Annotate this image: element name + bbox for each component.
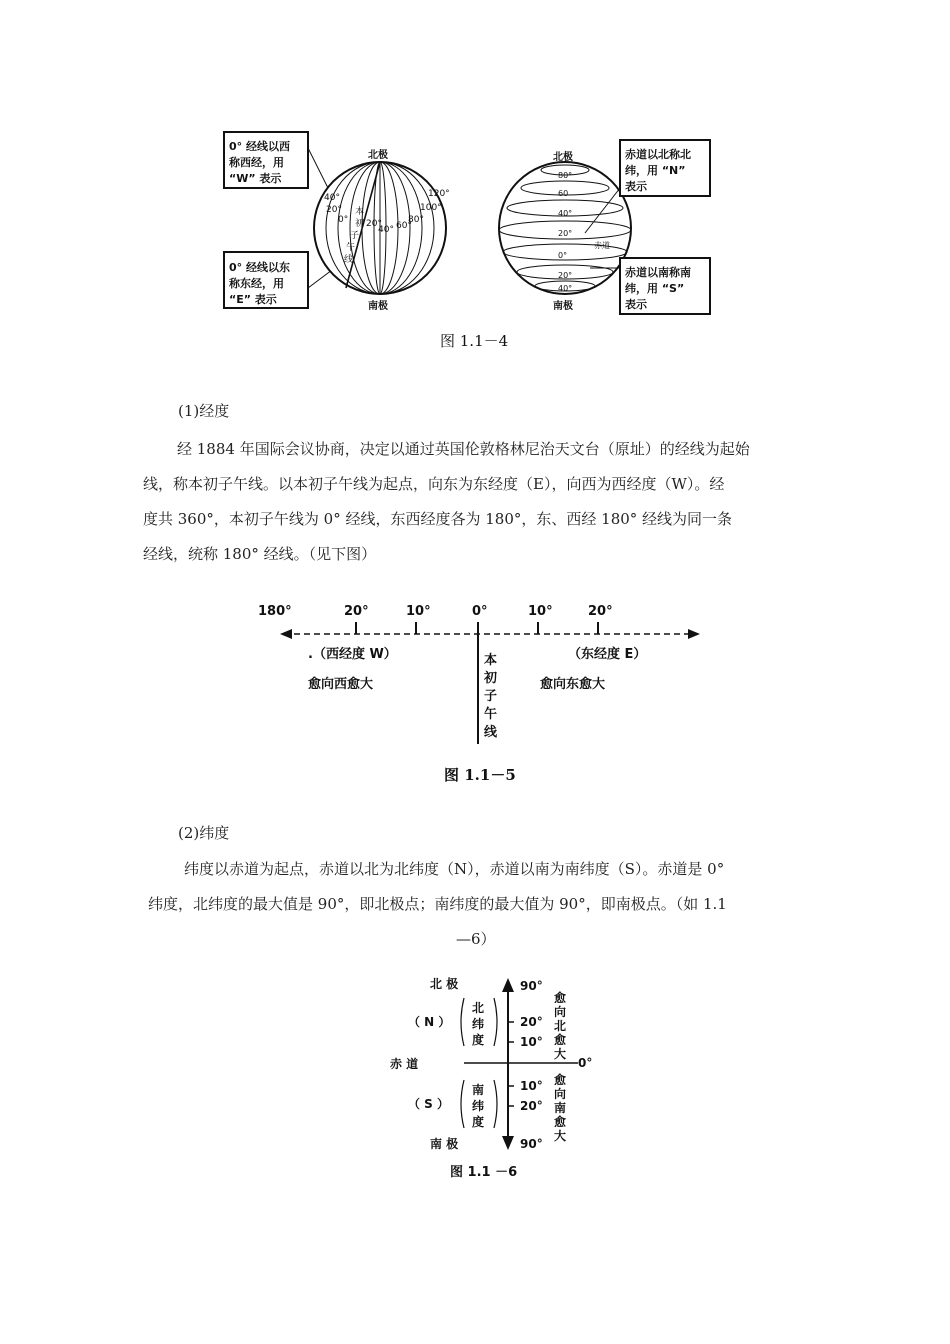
- callout-east-line1: 0° 经线以东: [229, 261, 290, 274]
- latitude-line-1: 纬度以赤道为起点，赤道以北为北纬度（N），赤道以南为南纬度（S）。赤道是 0°: [184, 860, 725, 878]
- tick-zero: 0°: [578, 1056, 593, 1070]
- east-label-60: 60°: [396, 221, 412, 231]
- longitude-line-1: 经 1884 年国际会议协商，决定以通过英国伦敦格林尼治天文台（原址）的经线为起始: [177, 440, 750, 458]
- prime-vert-4: 午: [484, 707, 498, 722]
- tick-bottom-90: 90°: [520, 1137, 543, 1151]
- north-lat-char-1: 北: [472, 1001, 485, 1015]
- east-label-120: 120°: [428, 189, 450, 199]
- n-label: （ N ）: [408, 1015, 451, 1029]
- west-label-0: 0°: [338, 215, 349, 225]
- tick-bottom-20: 20°: [520, 1099, 543, 1113]
- callout-south-line1: 赤道以南称南: [625, 266, 691, 279]
- globe-right-south-pole: 南极: [553, 301, 573, 312]
- south-desc-3: 南: [554, 1101, 567, 1115]
- south-lat-char-1: 南: [472, 1083, 485, 1097]
- figure3-caption: 图 1.1 －6: [450, 1165, 518, 1180]
- s-label: （ S ）: [408, 1097, 449, 1111]
- section-longitude-body: [143, 432, 813, 572]
- callout-north-line2: 纬，用 “N”: [625, 164, 686, 177]
- south-lat-char-2: 纬: [472, 1099, 485, 1113]
- longitude-line-4: 经线，统称 180° 经线。（见下图）: [143, 545, 377, 563]
- figure-globes: [220, 118, 740, 358]
- tick-west-20: 20°: [344, 604, 369, 619]
- east-label-80: 80°: [408, 215, 424, 225]
- equator-label-3: 赤 道: [390, 1057, 419, 1071]
- north-lat-char-3: 度: [472, 1033, 485, 1047]
- east-label-100: 100°: [420, 203, 442, 213]
- tick-west-10: 10°: [406, 604, 431, 619]
- callout-south-line2: 纬，用 “S”: [625, 282, 685, 295]
- figure2-caption: 图 1.1－5: [444, 766, 516, 784]
- lat-label-40n: 40°: [558, 209, 573, 218]
- tick-180: 180°: [258, 604, 292, 619]
- north-pole-label: 北 极: [430, 977, 459, 991]
- west-description: 愈向西愈大: [308, 677, 374, 692]
- tick-top-20: 20°: [520, 1015, 543, 1029]
- east-longitude-label: （东经度 E）: [568, 647, 647, 662]
- callout-south-line3: 表示: [625, 298, 647, 311]
- longitude-line-3: 度共 360°，本初子午线为 0° 经线，东西经度各为 180°，东、西经 180° 经线为同一条: [143, 510, 733, 528]
- west-label-40: 40°: [324, 193, 340, 203]
- prime-vert-2: 初: [484, 671, 498, 686]
- prime-char-2: 初: [355, 219, 365, 229]
- lat-label-80: 80°: [558, 171, 573, 180]
- callout-west-line1: 0° 经线以西: [229, 140, 290, 153]
- south-desc-1: 愈: [554, 1073, 567, 1087]
- tick-top-90: 90°: [520, 979, 543, 993]
- prime-char-3: 子: [350, 231, 360, 241]
- tick-bottom-10: 10°: [520, 1079, 543, 1093]
- equator-label: 赤道: [594, 241, 610, 250]
- lat-label-0: 0°: [558, 251, 568, 260]
- lat-label-20n: 20°: [558, 229, 573, 238]
- section-latitude-heading: (2)纬度: [178, 824, 230, 842]
- east-description: 愈向东愈大: [540, 677, 606, 692]
- figure1-caption: 图 1.1－4: [440, 332, 509, 350]
- section-longitude-heading: (1)经度: [178, 402, 230, 420]
- south-pole-label: 南 极: [430, 1137, 459, 1151]
- section-latitude-body: [148, 852, 828, 957]
- tick-east-10: 10°: [528, 604, 553, 619]
- north-desc-1: 愈: [554, 991, 567, 1005]
- globe-left-south-pole: 南极: [368, 301, 388, 312]
- south-desc-2: 向: [554, 1087, 567, 1101]
- north-desc-4: 愈: [554, 1033, 567, 1047]
- longitude-line-2: 线，称本初子午线。以本初子午线为起点，向东为东经度（E），向西为西经度（W）。经: [143, 475, 725, 493]
- prime-char-4: 午: [346, 243, 356, 253]
- figure-latitude-axis: [388, 970, 608, 1180]
- callout-east-line3: “E” 表示: [229, 293, 277, 306]
- lat-label-20s: 20°: [558, 271, 573, 280]
- tick-top-10: 10°: [520, 1035, 543, 1049]
- prime-vert-5: 线: [484, 725, 498, 740]
- prime-char-1: 本: [355, 207, 365, 217]
- east-label-40: 40°: [378, 225, 394, 235]
- callout-north-line3: 表示: [625, 180, 647, 193]
- tick-east-20: 20°: [588, 604, 613, 619]
- prime-char-5: 线: [344, 255, 354, 265]
- globe-right-north-pole: 北极: [553, 152, 573, 163]
- callout-west-line2: 称西经，用: [229, 156, 284, 169]
- lat-label-60: 60: [558, 189, 569, 198]
- lat-label-40s: 40°: [558, 284, 573, 293]
- south-desc-5: 大: [554, 1129, 567, 1143]
- callout-north-line1: 赤道以北称北: [625, 148, 691, 161]
- prime-vert-3: 子: [484, 689, 498, 704]
- south-desc-4: 愈: [554, 1115, 567, 1129]
- west-longitude-label: .（西经度 W）: [308, 647, 397, 662]
- callout-west-line3: “W” 表示: [229, 172, 282, 185]
- north-desc-5: 大: [554, 1047, 567, 1061]
- latitude-line-3: —6）: [456, 930, 496, 948]
- west-label-20: 20°: [326, 205, 342, 215]
- north-desc-2: 向: [554, 1005, 567, 1019]
- figure-longitude-axis: [250, 598, 710, 748]
- south-lat-char-3: 度: [472, 1115, 485, 1129]
- globe-left-north-pole: 北极: [368, 150, 388, 161]
- north-lat-char-2: 纬: [472, 1017, 485, 1031]
- latitude-line-2: 纬度，北纬度的最大值是 90°，即北极点；南纬度的最大值为 90°，即南极点。（如 1.1: [148, 895, 727, 913]
- prime-vert-1: 本: [484, 653, 498, 668]
- callout-east-line2: 称东经，用: [229, 277, 284, 290]
- east-label-20: 20°: [366, 219, 382, 229]
- north-desc-3: 北: [554, 1019, 567, 1033]
- tick-0: 0°: [472, 604, 488, 619]
